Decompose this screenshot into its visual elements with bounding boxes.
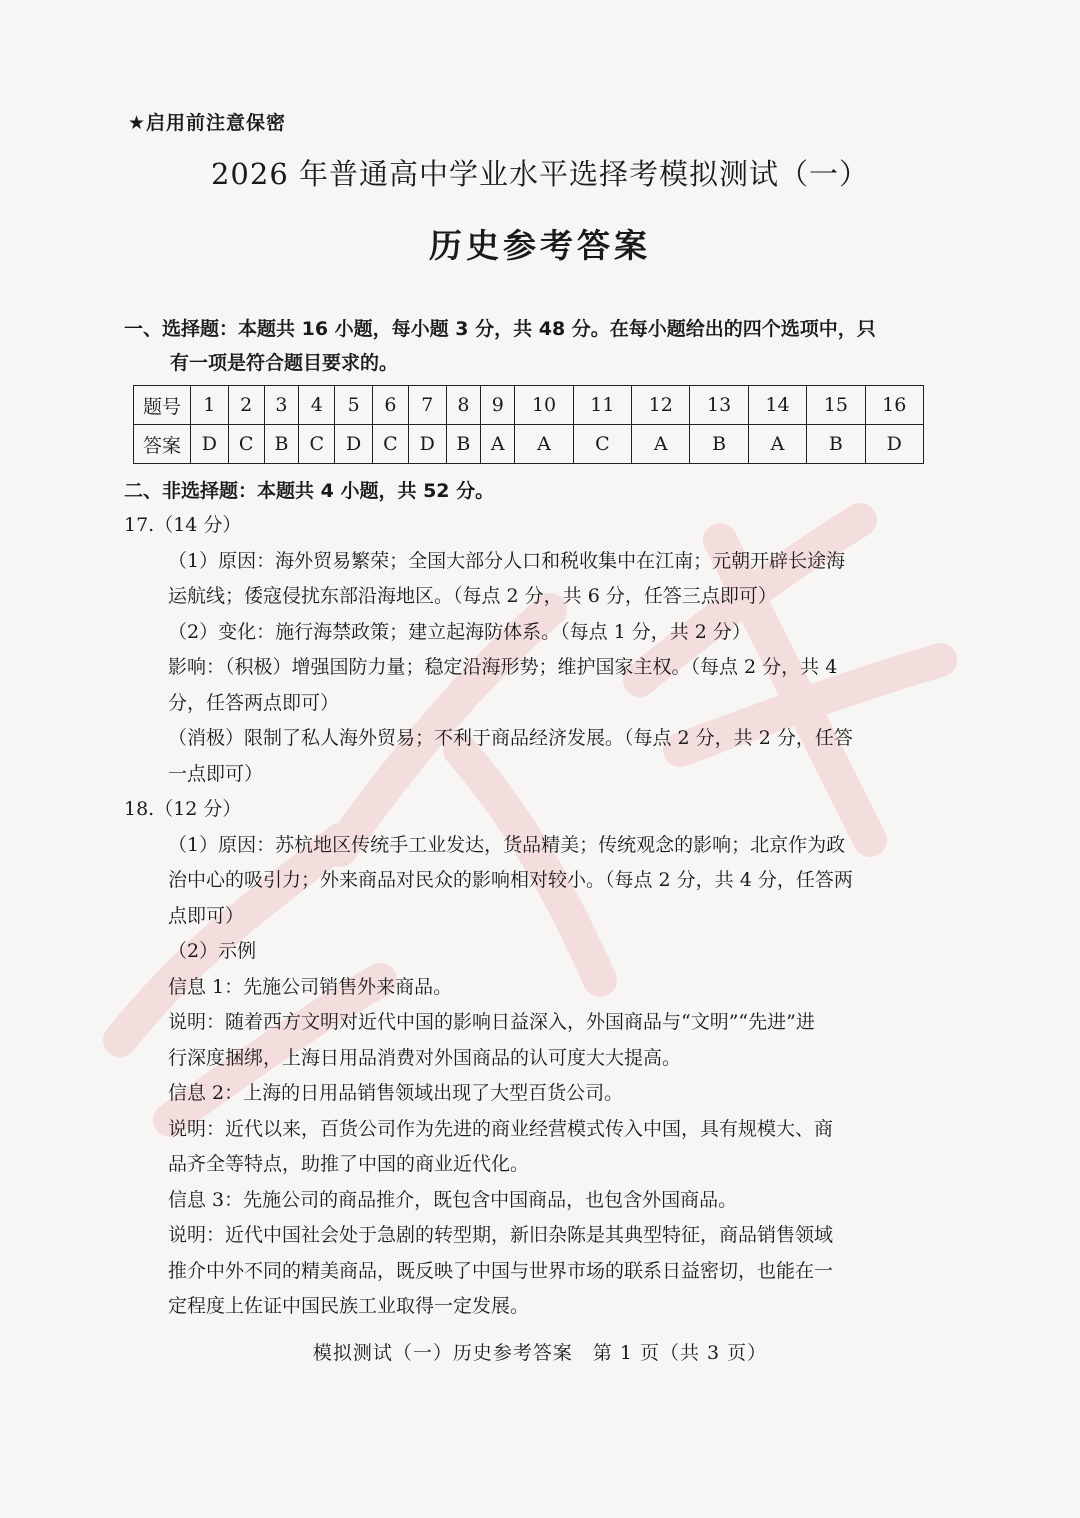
- answer-line: 影响：（积极）增强国防力量；稳定沿海形势；维护国家主权。（每点 2 分，共 4: [168, 656, 838, 678]
- answer-cell: A: [481, 425, 515, 464]
- section-1-line-2: 有一项是符合题目要求的。: [170, 352, 399, 374]
- answer-cell: B: [690, 425, 748, 464]
- answer-line: 行深度捆绑，上海日用品消费对外国商品的认可度大大提高。: [168, 1046, 682, 1069]
- answer-line: （1）原因：海外贸易繁荣；全国大部分人口和税收集中在江南；元朝开辟长途海: [168, 549, 846, 572]
- answer-cell: D: [865, 425, 923, 464]
- answer-line: （2）示例: [168, 940, 257, 962]
- number-cell: 11: [573, 386, 631, 425]
- answer-line: 品齐全等特点，助推了中国的商业近代化。: [168, 1153, 530, 1175]
- number-cell: 1: [191, 386, 229, 425]
- answer-table-number-row: [134, 386, 924, 425]
- section-1-heading: [124, 312, 936, 380]
- answer-cell: A: [632, 425, 690, 464]
- answer-cell: C: [228, 425, 264, 464]
- row-label-number: 题号: [134, 386, 191, 425]
- answer-cell: C: [299, 425, 335, 464]
- answer-cell: C: [372, 425, 408, 464]
- answer-line: （2）变化：施行海禁政策；建立起海防体系。（每点 1 分，共 2 分）: [168, 620, 751, 643]
- answer-line: 信息 3：先施公司的商品推介，既包含中国商品，也包含外国商品。: [168, 1188, 738, 1211]
- answer-line: 定程度上佐证中国民族工业取得一定发展。: [168, 1295, 530, 1317]
- answer-line: 说明：近代以来，百货公司作为先进的商业经营模式传入中国，具有规模大、商: [168, 1117, 834, 1140]
- exam-title: 2026 年普通高中学业水平选择考模拟测试（一）: [210, 157, 870, 191]
- number-cell: 13: [690, 386, 748, 425]
- answer-cell: D: [191, 425, 229, 464]
- answer-line: 治中心的吸引力；外来商品对民众的影响相对较小。（每点 2 分，共 4 分，任答两: [168, 869, 853, 891]
- answer-line: 说明：近代中国社会处于急剧的转型期，新旧杂陈是其典型特征，商品销售领域: [168, 1224, 834, 1246]
- answer-line: 信息 1：先施公司销售外来商品。: [168, 975, 453, 998]
- answer-cell: D: [335, 425, 373, 464]
- section-1-line-1: 一、选择题：本题共 16 小题，每小题 3 分，共 48 分。在每小题给出的四个选项中，只: [124, 318, 876, 340]
- number-cell: 14: [748, 386, 806, 425]
- document-title: 历史参考答案: [429, 226, 651, 265]
- answer-body: [124, 508, 932, 1325]
- answer-table: [133, 385, 924, 464]
- page-footer: 模拟测试（一）历史参考答案 第 1 页（共 3 页）: [312, 1342, 768, 1364]
- number-cell: 5: [335, 386, 373, 425]
- number-cell: 16: [865, 386, 923, 425]
- answer-cell: D: [408, 425, 446, 464]
- answer-line: （消极）限制了私人海外贸易；不利于商品经济发展。（每点 2 分，共 2 分，任答: [168, 727, 853, 749]
- answer-cell: B: [264, 425, 299, 464]
- number-cell: 15: [807, 386, 865, 425]
- answer-cell: B: [446, 425, 481, 464]
- answer-line: 一点即可）: [168, 762, 264, 785]
- answer-line: （1）原因：苏杭地区传统手工业发达，货品精美；传统观念的影响；北京作为政: [168, 833, 846, 856]
- number-cell: 9: [481, 386, 515, 425]
- section-2-heading: 二、非选择题：本题共 4 小题，共 52 分。: [124, 480, 495, 502]
- answer-line: 说明：随着西方文明对近代中国的影响日益深入，外国商品与“文明”“先进”进: [168, 1011, 815, 1033]
- answer-cell: A: [748, 425, 806, 464]
- number-cell: 4: [299, 386, 335, 425]
- number-cell: 8: [446, 386, 481, 425]
- number-cell: 12: [632, 386, 690, 425]
- answer-line: 信息 2：上海的日用品销售领域出现了大型百货公司。: [168, 1082, 624, 1104]
- number-cell: 10: [515, 386, 573, 425]
- confidential-notice: ★启用前注意保密: [128, 112, 287, 134]
- number-cell: 2: [228, 386, 264, 425]
- question-17-heading: 17.（14 分）: [124, 514, 242, 536]
- row-label-answer: 答案: [134, 425, 191, 464]
- answer-line: 推介中外不同的精美商品，既反映了中国与世界市场的联系日益密切，也能在一: [168, 1259, 834, 1282]
- answer-cell: A: [515, 425, 573, 464]
- question-18-heading: 18.（12 分）: [124, 798, 242, 820]
- answer-line: 分，任答两点即可）: [168, 691, 340, 714]
- number-cell: 3: [264, 386, 299, 425]
- number-cell: 6: [372, 386, 408, 425]
- answer-cell: B: [807, 425, 865, 464]
- answer-line: 运航线；倭寇侵扰东部沿海地区。（每点 2 分，共 6 分，任答三点即可）: [168, 585, 777, 607]
- answer-table-answer-row: [134, 425, 924, 464]
- number-cell: 7: [408, 386, 446, 425]
- answer-cell: C: [573, 425, 631, 464]
- answer-line: 点即可）: [168, 904, 245, 927]
